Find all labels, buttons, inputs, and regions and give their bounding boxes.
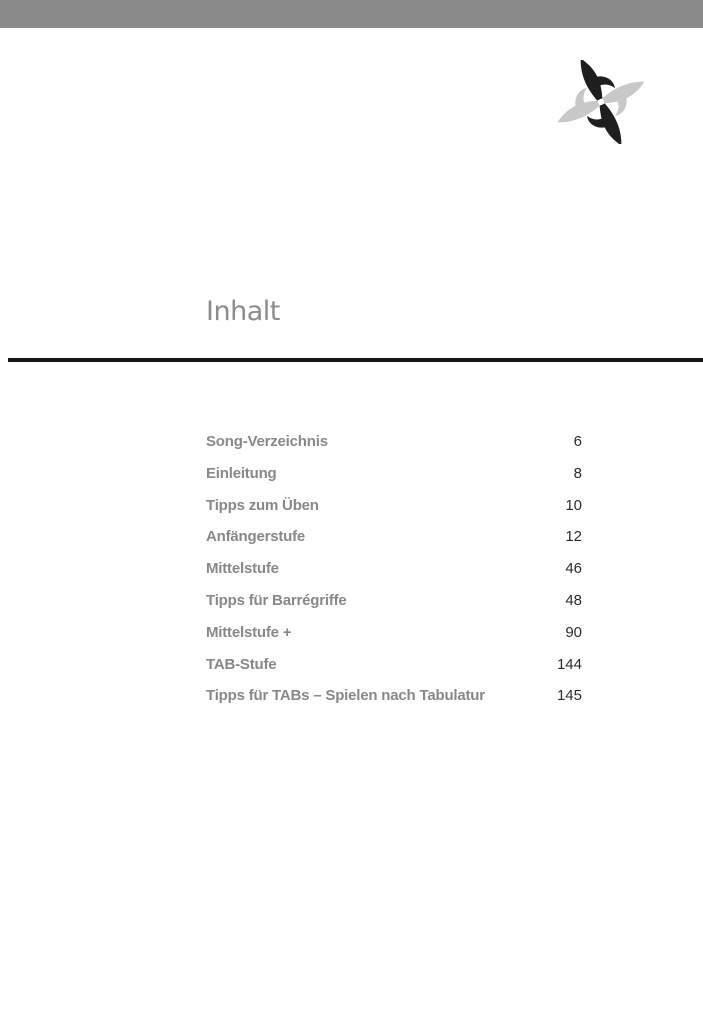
toc-entry-page: 90 xyxy=(565,623,582,641)
toc-entry-page: 10 xyxy=(565,496,582,514)
toc-entry-label: Einleitung xyxy=(206,464,277,482)
toc-entry-label: Mittelstufe + xyxy=(206,623,292,641)
toc-entry-page: 6 xyxy=(573,433,582,450)
toc-entry-label: Tipps für TABs – Spielen nach Tabulatur xyxy=(206,687,485,705)
top-band xyxy=(0,0,703,28)
toc-entry-label: Mittelstufe xyxy=(206,560,279,578)
toc-entry-label: Tipps für Barrégriffe xyxy=(206,591,347,609)
pinwheel-logo-icon xyxy=(556,60,646,144)
toc-entry-mittelstufe[interactable] xyxy=(206,557,582,589)
toc-entry-page: 46 xyxy=(565,560,582,578)
toc-entry-song-verzeichnis[interactable] xyxy=(206,430,582,462)
toc-entry-label: Tipps zum Üben xyxy=(206,496,319,514)
toc-entry-einleitung[interactable] xyxy=(206,462,582,494)
toc-entry-label: TAB-Stufe xyxy=(206,655,277,673)
divider-rule xyxy=(8,358,703,362)
toc-entry-tipps-fuer-barregriffe[interactable] xyxy=(206,589,582,621)
page-title: Inhalt xyxy=(206,296,280,327)
toc-entry-page: 145 xyxy=(556,687,582,705)
toc-entry-page: 12 xyxy=(565,528,582,546)
toc-entry-page: 8 xyxy=(573,464,582,482)
toc-entry-label: Song-Verzeichnis xyxy=(206,433,328,450)
toc-entry-tab-stufe[interactable] xyxy=(206,653,582,685)
toc-entry-label: Anfängerstufe xyxy=(206,528,306,546)
toc-entry-tipps-fuer-tabs[interactable] xyxy=(206,684,582,716)
toc-entry-page: 144 xyxy=(556,655,582,673)
toc-entry-anfaengerstufe[interactable] xyxy=(206,525,582,557)
table-of-contents xyxy=(206,430,582,716)
toc-entry-mittelstufe-plus[interactable] xyxy=(206,621,582,653)
toc-entry-page: 48 xyxy=(565,591,582,609)
toc-entry-tipps-zum-ueben[interactable] xyxy=(206,494,582,526)
